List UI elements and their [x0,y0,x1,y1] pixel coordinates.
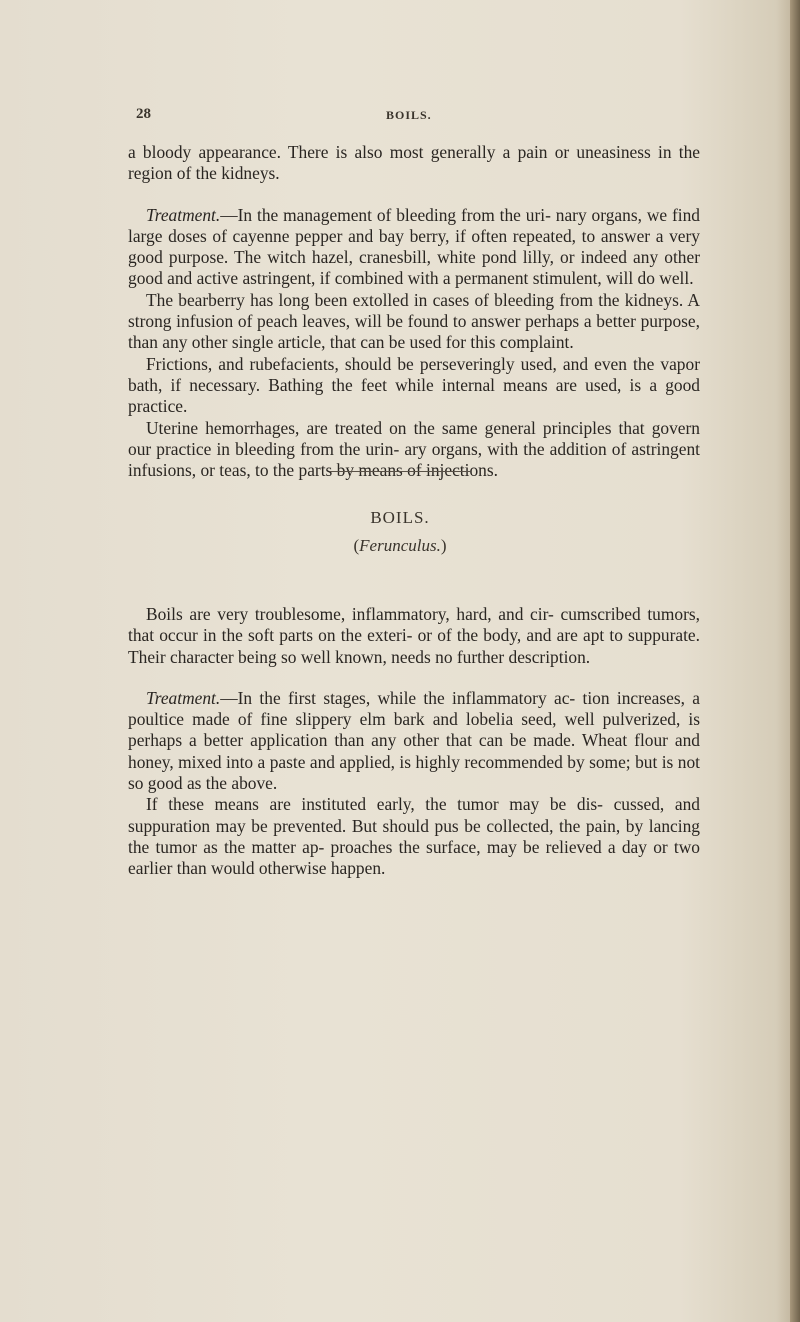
continuation-paragraph: a bloody appearance. There is also most generally a pain or uneasiness in the region of the kidneys. [128,142,700,184]
boils-means-paragraph: If these means are instituted early, the tumor may be dis- cussed, and suppuration may be prevented. But should pus be collected, the pain, by lancing the tumor as the matter ap- proaches the surface, may be relieved a day or two earlier than would otherwise happen. [128,794,700,879]
section-subtitle [0,536,800,556]
page-header [136,106,696,130]
frictions-paragraph: Frictions, and rubefacients, should be perseveringly used, and even the vapor bath, if necessary. Bathing the feet while internal means are used, is a good practice. [128,353,700,417]
section-title: BOILS. [370,508,430,527]
page-number: 28 [136,106,151,122]
treatment-paragraph [128,205,700,290]
boils-intro-paragraph: Boils are very troublesome, inflammatory, hard, and cir- cumscribed tumors, that occur in the soft parts on the exteri- or of the body, and are apt to suppurate. Their character being so well known, needs no further description. [128,604,700,667]
latin-name: Ferunculus. [359,536,441,555]
treatment-label: Treatment. [146,204,221,225]
subtitle-close-paren: ) [440,536,447,555]
page-edge [790,0,800,1322]
uterine-paragraph: Uterine hemorrhages, are treated on the same general principles that govern our practice in bleeding from the urin- ary organs, with the addition of astringent infusions, or teas, to the parts by means of injections. [128,417,700,481]
treatment-text: —In the management of bleeding from the uri- nary organs, we find large doses of cayenne pepper and bay berry, if often repeated, to answer a very good purpose. The witch hazel, cranesbill, white pond lilly, or indeed any other good and active astringent, if combined with a permanent stimulent, will do well. [128,204,700,289]
boils-treatment-text: —In the first stages, while the inflammatory ac- tion increases, a poultice made of fine slippery elm bark and lobelia seed, well pulverized, is perhaps a better application than any other that can be made. Wheat flour and honey, mixed into a paste and applied, is highly recommended by some; but is not so good as the above. [128,687,700,794]
subtitle-open-paren: ( [353,536,360,555]
boils-treatment-paragraph [128,688,700,794]
bleeding-kidneys-section [128,142,700,481]
boils-section [128,604,700,880]
boils-treatment-label: Treatment. [146,687,221,708]
bearberry-paragraph: The bearberry has long been extolled in cases of bleeding from the kidneys. A strong infusion of peach leaves, will be found to answer perhaps a better purpose, than any other single article, that can be used for this complaint. [128,289,700,353]
running-head: BOILS. [386,108,432,122]
section-divider [330,471,470,472]
